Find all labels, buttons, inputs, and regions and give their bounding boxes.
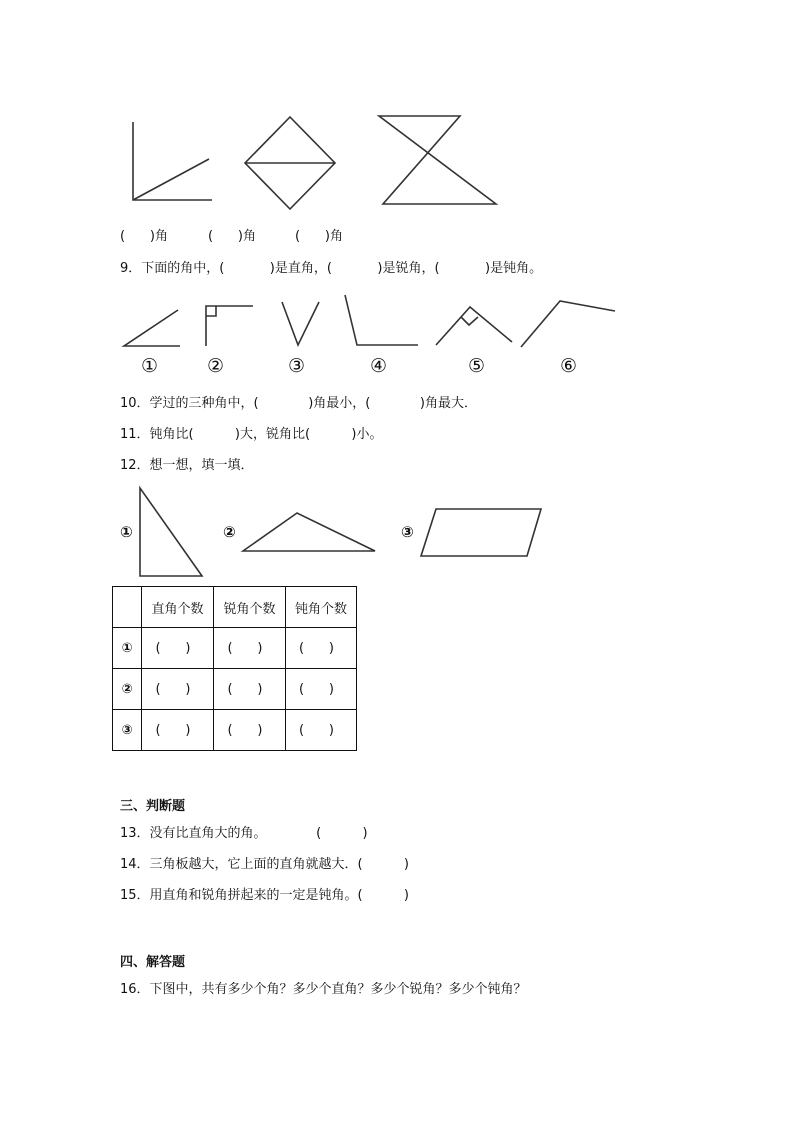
answer-cell[interactable]: ( ) (286, 628, 357, 669)
q16-question: 16．下图中，共有多少个角？多少个直角？多少个锐角？多少个钝角？ (120, 982, 527, 997)
q8-angle-figure (133, 122, 212, 200)
q12-question: 12．想一想，填一填． (120, 458, 254, 473)
q8-hourglass-figure (379, 116, 496, 204)
q9-angle-6 (521, 301, 615, 347)
table-row (113, 669, 357, 710)
q9-label-1: ① (141, 355, 159, 377)
header-right-angle-count: 直角个数 (142, 587, 214, 628)
q8-blank-2[interactable]: ( )角 (208, 229, 256, 244)
q9-label-3: ③ (288, 355, 306, 377)
answer-cell[interactable]: ( ) (214, 669, 286, 710)
q12-right-triangle (140, 488, 202, 576)
row-label: ③ (113, 710, 142, 751)
q15-question: 15．用直角和锐角拼起来的一定是钝角。( ) (120, 888, 410, 903)
q9-angle-2 (206, 306, 253, 346)
q12-shapes (0, 480, 794, 590)
q9-angle-5 (436, 307, 512, 345)
table-row (113, 710, 357, 751)
q12-obtuse-triangle (243, 513, 375, 551)
q12-shape-label-1: ① (120, 523, 133, 541)
section-4-title: 四、解答题 (120, 955, 186, 970)
q9-angle-4 (345, 295, 418, 345)
answer-cell[interactable]: ( ) (142, 710, 214, 751)
q12-shape-label-3: ③ (401, 523, 414, 541)
header-obtuse-angle-count: 钝角个数 (286, 587, 357, 628)
table-corner-cell (113, 587, 142, 628)
answer-cell[interactable]: ( ) (142, 628, 214, 669)
q9-label-4: ④ (370, 355, 388, 377)
q8-blank-1[interactable]: ( )角 (120, 229, 168, 244)
row-label: ① (113, 628, 142, 669)
answer-cell[interactable]: ( ) (142, 669, 214, 710)
q13-question: 13．没有比直角大的角。 ( ) (120, 826, 368, 841)
q14-question: 14．三角板越大，它上面的直角就越大．( ) (120, 857, 410, 872)
table-row (113, 628, 357, 669)
q12-parallelogram (421, 509, 541, 556)
q8-blank-3[interactable]: ( )角 (295, 229, 343, 244)
q11-question: 11．钝角比( )大，锐角比( )小。 (120, 427, 383, 442)
answer-cell[interactable]: ( ) (214, 710, 286, 751)
answer-cell[interactable]: ( ) (214, 628, 286, 669)
header-acute-angle-count: 锐角个数 (214, 587, 286, 628)
q9-label-2: ② (207, 355, 225, 377)
q12-answer-table (112, 586, 357, 751)
table-header-row (113, 587, 357, 628)
answer-cell[interactable]: ( ) (286, 669, 357, 710)
row-label: ② (113, 669, 142, 710)
section-3-title: 三、判断题 (120, 799, 186, 814)
q12-shape-label-2: ② (223, 523, 236, 541)
answer-cell[interactable]: ( ) (286, 710, 357, 751)
q9-angle-3 (282, 302, 319, 345)
q10-question: 10．学过的三种角中，( )角最小，( )角最大． (120, 396, 478, 411)
q9-angle-1 (124, 310, 180, 346)
q8-figures (0, 0, 794, 230)
q8-diamond-figure (245, 117, 335, 209)
q9-label-5: ⑤ (468, 355, 486, 377)
q9-label-6: ⑥ (560, 355, 578, 377)
q9-angle-figures (0, 290, 794, 380)
q9-question: 9．下面的角中，( )是直角，( )是锐角，( )是钝角。 (120, 261, 543, 276)
